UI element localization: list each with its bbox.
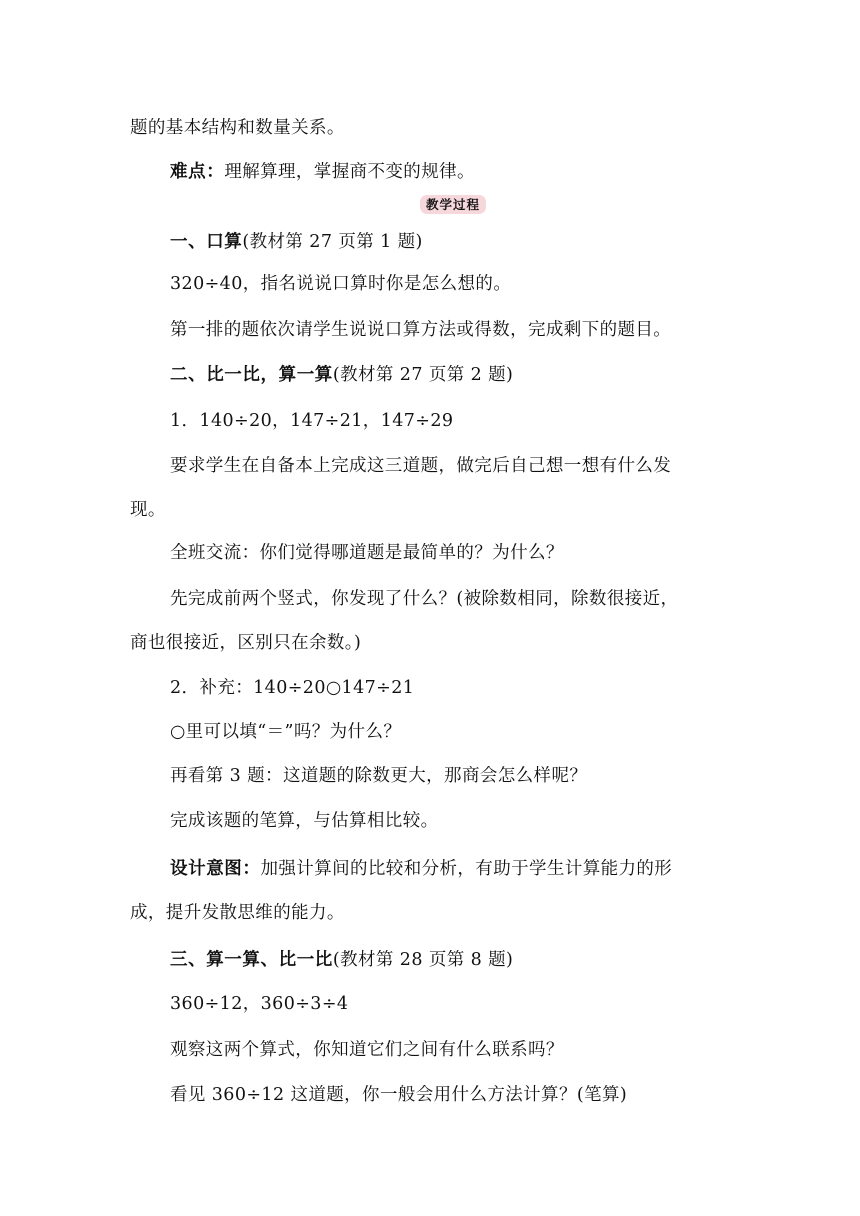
section-heading	[170, 230, 740, 254]
section-heading	[170, 363, 740, 387]
text-line	[130, 498, 740, 522]
text-line	[170, 318, 740, 342]
paragraph-text: 完成该题的笔算，与估算相比较。	[170, 811, 439, 831]
difficulty-text: 理解算理，掌握商不变的规律。	[224, 162, 475, 182]
heading-label: 二、比一比，算一算	[170, 365, 333, 385]
text-line	[170, 992, 740, 1016]
text-line	[170, 809, 740, 833]
heading-label: 三、算一算、比一比	[170, 950, 333, 970]
paragraph-text: 1．140÷20，147÷21，147÷29	[170, 411, 454, 431]
paragraph-text: 现。	[130, 500, 166, 520]
text-line	[170, 1038, 740, 1062]
paragraph-text: 360÷12，360÷3÷4	[170, 994, 349, 1014]
paragraph-text: 商也很接近，区别只在余数。)	[130, 633, 362, 653]
text-line	[170, 409, 740, 433]
heading-reference: (教材第 28 页第 8 题)	[332, 950, 514, 970]
paragraph-text: 先完成前两个竖式，你发现了什么？(被除数相同，除数很接近，	[170, 589, 679, 609]
section-badge	[408, 193, 498, 215]
text-line	[170, 587, 740, 611]
design-intent-label: 设计意图：	[170, 859, 261, 879]
text-line	[170, 764, 740, 788]
paragraph-text: ○里可以填“＝”吗？为什么？	[170, 722, 402, 742]
paragraph-text: 全班交流：你们觉得哪道题是最简单的？为什么？	[170, 543, 564, 563]
paragraph-text: 观察这两个算式，你知道它们之间有什么联系吗？	[170, 1040, 564, 1060]
section-badge-label: 教学过程	[420, 195, 486, 214]
text-line	[170, 676, 740, 700]
paragraph-text: 题的基本结构和数量关系。	[130, 118, 345, 138]
text-line	[170, 454, 740, 478]
difficulty-line	[170, 160, 740, 184]
text-line	[130, 631, 740, 655]
heading-reference: (教材第 27 页第 1 题)	[242, 232, 423, 252]
heading-label: 一、口算	[170, 232, 243, 252]
text-line	[130, 901, 740, 925]
paragraph-text: 要求学生在自备本上完成这三道题，做完后自己想一想有什么发	[170, 456, 672, 476]
text-line	[170, 541, 740, 565]
paragraph-text: 第一排的题依次请学生说说口算方法或得数，完成剩下的题目。	[170, 320, 672, 340]
design-intent-line	[170, 857, 740, 881]
paragraph-text: 看见 360÷12 这道题，你一般会用什么方法计算？(笔算)	[170, 1085, 628, 1105]
text-line	[170, 1083, 740, 1107]
section-heading	[170, 948, 740, 972]
design-intent-text: 加强计算间的比较和分析，有助于学生计算能力的形	[260, 859, 673, 879]
paragraph-text: 成，提升发散思维的能力。	[130, 903, 345, 923]
text-line	[170, 272, 740, 296]
text-line	[130, 116, 740, 140]
text-line	[170, 720, 740, 744]
paragraph-text: 再看第 3 题：这道题的除数更大，那商会怎么样呢？	[170, 766, 588, 786]
paragraph-text: 320÷40，指名说说口算时你是怎么想的。	[170, 274, 512, 294]
paragraph-text: 2．补充：140÷20○147÷21	[170, 678, 415, 698]
heading-reference: (教材第 27 页第 2 题)	[332, 365, 514, 385]
difficulty-label: 难点：	[170, 162, 225, 182]
